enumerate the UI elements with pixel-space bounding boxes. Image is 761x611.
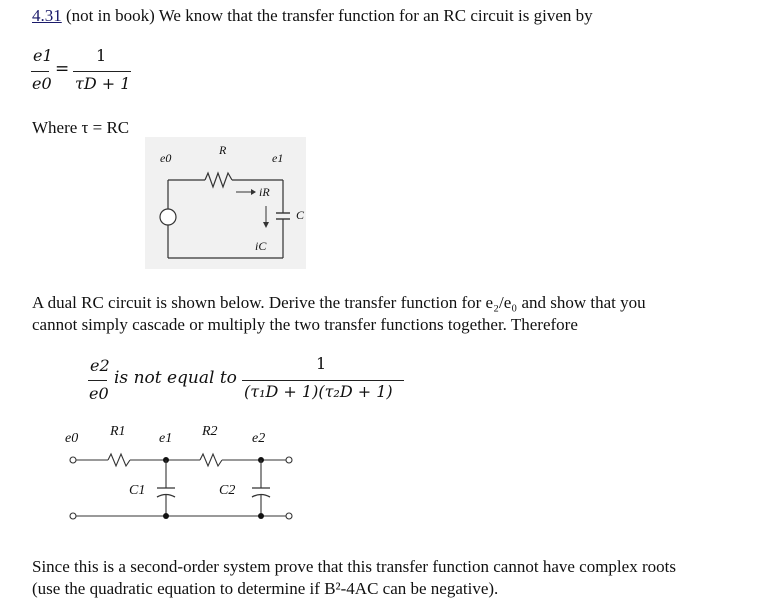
terminal-e2-bottom-icon	[286, 513, 292, 519]
tf2-num-right: 1	[316, 354, 327, 373]
c2-label-c1: C1	[129, 483, 146, 498]
c2-label-e2: e2	[252, 431, 266, 446]
tf1-num-left: e1	[33, 46, 53, 65]
tf1-den-right: τD + 1	[75, 74, 131, 93]
resistor-r2-icon	[200, 454, 222, 466]
terminal-e0-bottom-icon	[70, 513, 76, 519]
paragraph-2-line-1: A dual RC circuit is shown below. Derive the transfer function for e₂/e₀ and show that you	[32, 293, 646, 312]
tf2-middle-text: is not equal to	[114, 368, 237, 388]
c1-label-e0: e0	[160, 151, 172, 165]
paragraph-2-line-2: cannot simply cascade or multiply the two transfer functions together. Therefore	[32, 315, 578, 334]
tf2-den-left: e0	[89, 384, 109, 403]
c2-label-r1: R1	[110, 424, 126, 439]
paragraph-3-line-1: Since this is a second-order system prove that this transfer function cannot have complex roots	[32, 557, 676, 576]
tf1-num-right: 1	[96, 46, 107, 65]
c1-label-c: C	[296, 208, 305, 222]
c2-label-c2: C2	[219, 483, 236, 498]
tf2-num-left: e2	[90, 356, 110, 375]
node-e2-bottom-icon	[258, 513, 264, 519]
problem-header-text: (not in book) We know that the transfer function for an RC circuit is given by	[61, 6, 593, 25]
terminal-e0-top-icon	[70, 457, 76, 463]
c1-label-ir: iR	[259, 185, 270, 199]
node-e1-bottom-icon	[163, 513, 169, 519]
problem-number: 4.31	[32, 6, 62, 25]
c2-label-e0: e0	[65, 431, 79, 446]
c1-label-ic: iC	[255, 239, 267, 253]
c2-label-e1: e1	[159, 431, 173, 446]
tf1-den-left: e0	[32, 74, 52, 93]
tf2-den-right: (τ₁D + 1)(τ₂D + 1)	[244, 382, 393, 401]
terminal-e2-top-icon	[286, 457, 292, 463]
paragraph-3-line-2: (use the quadratic equation to determine if B²-4AC can be negative).	[32, 579, 499, 598]
c2-label-r2: R2	[202, 424, 218, 439]
c1-label-r: R	[219, 143, 227, 157]
tf1-equals: =	[55, 59, 70, 79]
c1-label-e1: e1	[272, 151, 284, 165]
where-text: Where τ = RC	[32, 118, 130, 137]
resistor-r1-icon	[108, 454, 130, 466]
